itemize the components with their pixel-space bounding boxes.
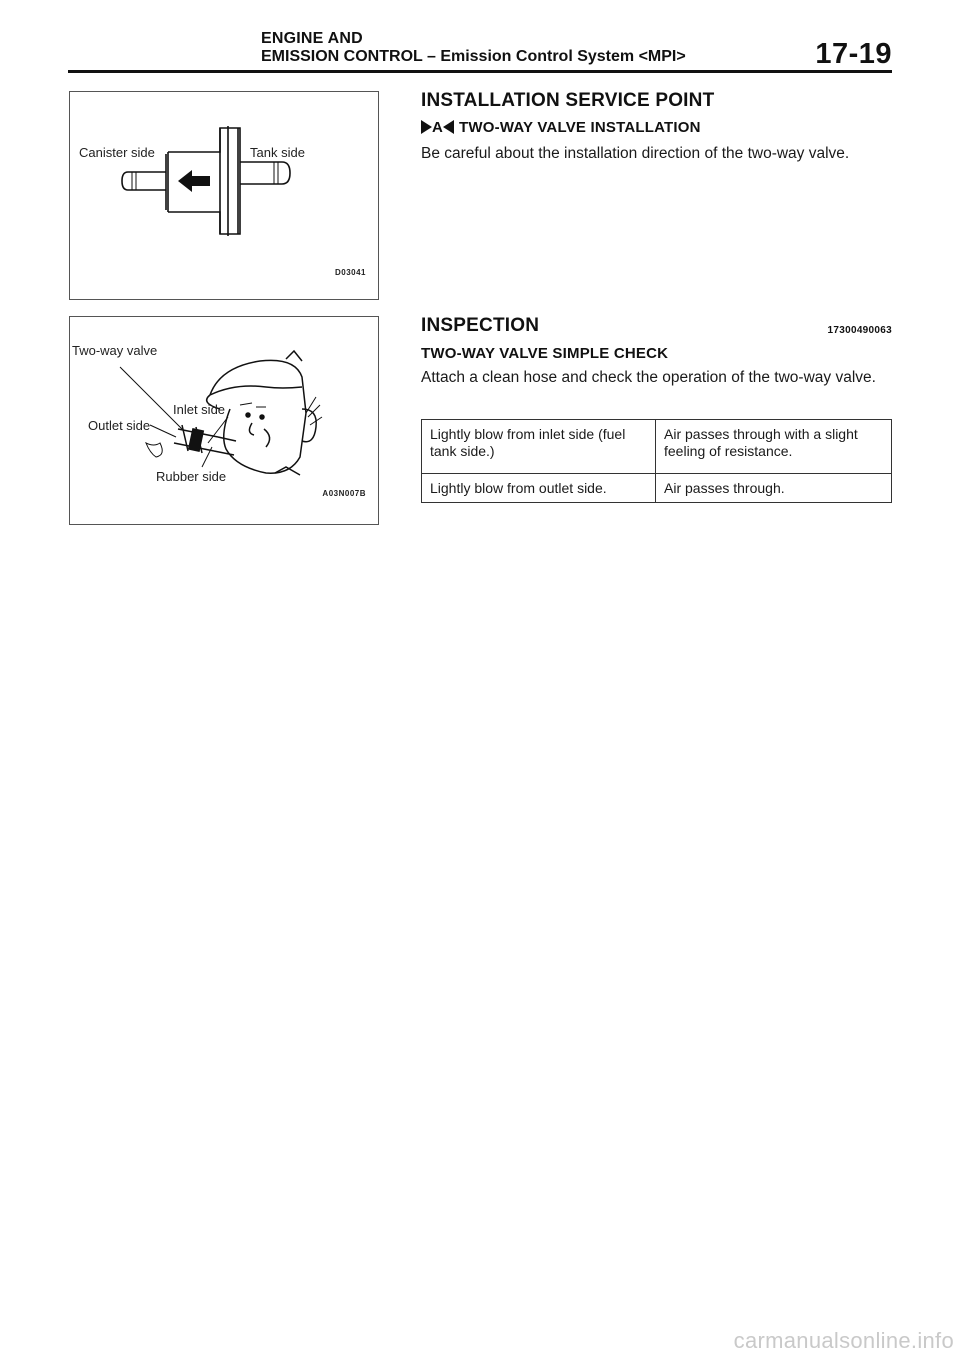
page-number: 17-19 xyxy=(815,38,892,70)
inspection-heading: INSPECTION xyxy=(421,315,540,336)
table-row xyxy=(422,474,892,503)
installation-heading: INSTALLATION SERVICE POINT xyxy=(421,90,715,111)
service-point-letter: A xyxy=(432,119,444,136)
inspection-ref-code: 17300490063 xyxy=(827,325,892,336)
inspection-subheading: TWO-WAY VALVE SIMPLE CHECK xyxy=(421,345,669,362)
table-cell-result: Air passes through. xyxy=(656,474,892,503)
inspection-text: Attach a clean hose and check the operation of the two-way valve. xyxy=(421,369,876,386)
flow-arrow-icon xyxy=(178,170,210,192)
figure-code: A03N007B xyxy=(322,489,366,498)
marker-right-triangle-icon xyxy=(421,120,432,134)
installation-text: Be careful about the installation direction of the two-way valve. xyxy=(421,145,850,162)
figure-code: D03041 xyxy=(334,268,366,277)
figure-label-inlet: Inlet side xyxy=(173,402,226,417)
section-title-line2 xyxy=(261,48,686,66)
table-row xyxy=(422,420,892,474)
section-main-title: EMISSION CONTROL xyxy=(261,48,423,65)
figure-valve-direction xyxy=(69,91,379,300)
installation-subheading-text: TWO-WAY VALVE INSTALLATION xyxy=(459,119,701,136)
marker-left-triangle-icon xyxy=(443,120,454,134)
figure-label-rubber: Rubber side xyxy=(156,469,227,484)
section-subtitle: Emission Control System <MPI> xyxy=(440,48,686,65)
section-title-line1: ENGINE AND xyxy=(261,30,363,47)
header-rule xyxy=(68,70,892,73)
figure-valve-check xyxy=(69,316,379,525)
installation-subheading xyxy=(421,119,701,136)
figure-label-outlet: Outlet side xyxy=(88,418,151,433)
figure-label-tank: Tank side xyxy=(250,145,305,160)
watermark: carmanualsonline.info xyxy=(733,1328,954,1353)
table-cell-action: Lightly blow from outlet side. xyxy=(422,474,656,503)
table-cell-result: Air passes through with a slight feeling of resistance. xyxy=(656,420,892,474)
table-cell-action: Lightly blow from inlet side (fuel tank side.) xyxy=(422,420,656,474)
inspection-check-table xyxy=(421,419,892,503)
figure-label-two-way-valve: Two-way valve xyxy=(72,343,158,358)
figure-label-canister: Canister side xyxy=(79,145,155,160)
section-dash: – xyxy=(426,48,436,65)
valve-diagram-illustration xyxy=(70,92,378,299)
